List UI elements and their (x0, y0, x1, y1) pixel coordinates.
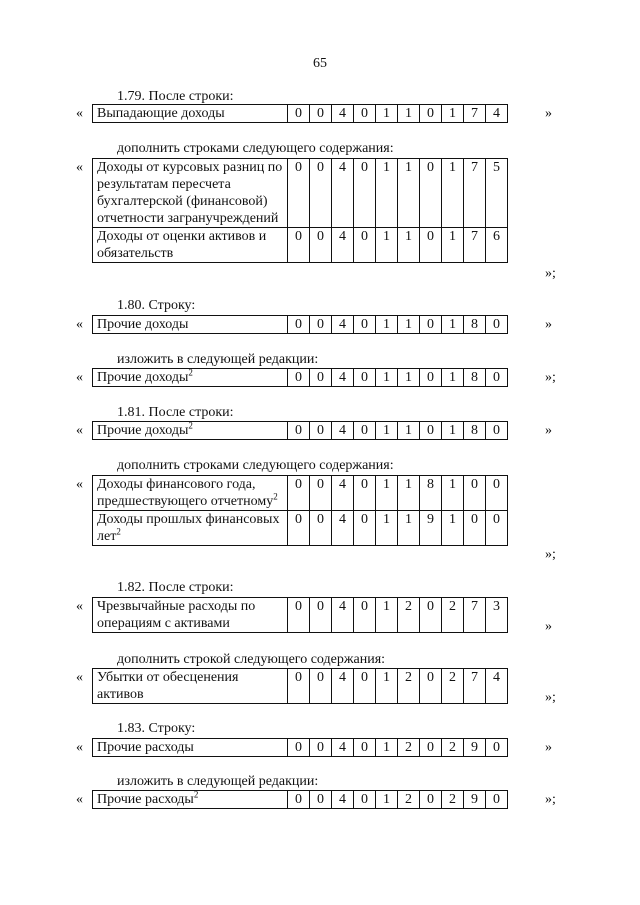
code-table (92, 421, 508, 440)
code-digit: 7 (464, 228, 486, 263)
code-digit: 0 (310, 369, 332, 387)
code-digit: 3 (486, 598, 508, 633)
code-digit: 2 (442, 598, 464, 633)
code-digit: 1 (376, 228, 398, 263)
code-digit: 0 (288, 369, 310, 387)
code-digit: 1 (442, 316, 464, 334)
code-digit: 2 (442, 739, 464, 757)
footnote-marker: 2 (273, 491, 278, 502)
table-row (93, 316, 508, 334)
code-digit: 0 (354, 511, 376, 546)
code-digit: 0 (486, 791, 508, 809)
row-label-text: Прочие расходы (97, 792, 194, 807)
close-quote: » (545, 423, 552, 438)
code-digit: 2 (398, 669, 420, 704)
code-digit: 2 (398, 739, 420, 757)
code-table (92, 668, 508, 704)
code-digit: 5 (486, 159, 508, 228)
row-label-text: Прочие расходы (97, 740, 194, 755)
close-quote: » (545, 317, 552, 332)
close-quote: »; (545, 266, 556, 281)
code-digit: 4 (332, 598, 354, 633)
code-digit: 2 (398, 598, 420, 633)
code-digit: 0 (354, 476, 376, 511)
code-digit: 1 (376, 669, 398, 704)
code-digit: 1 (376, 791, 398, 809)
code-digit: 0 (310, 316, 332, 334)
code-digit: 1 (442, 422, 464, 440)
row-label (93, 105, 288, 123)
close-quote: »; (545, 690, 556, 705)
close-quote: »; (545, 370, 556, 385)
code-table (92, 158, 508, 263)
code-digit: 0 (420, 598, 442, 633)
code-table (92, 597, 508, 633)
code-digit: 4 (332, 511, 354, 546)
open-quote: « (76, 317, 83, 332)
code-digit: 4 (332, 422, 354, 440)
code-digit: 4 (332, 791, 354, 809)
instruction-text: изложить в следующей редакции: (117, 352, 319, 367)
row-label-text: Прочие доходы (97, 423, 189, 438)
code-digit: 1 (442, 511, 464, 546)
code-digit: 0 (420, 422, 442, 440)
code-digit: 4 (486, 105, 508, 123)
open-quote: « (76, 370, 83, 385)
close-quote: »; (545, 547, 556, 562)
code-digit: 0 (310, 791, 332, 809)
code-digit: 0 (310, 476, 332, 511)
code-digit: 1 (376, 511, 398, 546)
table-row (93, 476, 508, 511)
code-digit: 0 (354, 228, 376, 263)
row-label (93, 422, 288, 440)
code-table (92, 738, 508, 757)
code-digit: 7 (464, 159, 486, 228)
code-digit: 0 (354, 791, 376, 809)
code-digit: 4 (332, 316, 354, 334)
code-digit: 0 (310, 669, 332, 704)
code-digit: 9 (464, 739, 486, 757)
code-digit: 2 (442, 669, 464, 704)
code-digit: 2 (398, 791, 420, 809)
code-digit: 0 (420, 316, 442, 334)
code-digit: 8 (464, 422, 486, 440)
row-label (93, 598, 288, 633)
row-label-text: Убытки от обесценения активов (97, 670, 239, 702)
code-table (92, 104, 508, 123)
code-digit: 0 (310, 422, 332, 440)
code-digit: 7 (464, 669, 486, 704)
code-digit: 0 (288, 669, 310, 704)
code-digit: 0 (288, 105, 310, 123)
code-digit: 0 (486, 739, 508, 757)
code-digit: 0 (310, 739, 332, 757)
section-heading: 1.82. После строки: (117, 580, 234, 595)
code-digit: 0 (354, 369, 376, 387)
code-digit: 0 (288, 511, 310, 546)
open-quote: « (76, 106, 83, 121)
code-table (92, 368, 508, 387)
row-label-text: Доходы прошлых финансовых лет (97, 512, 280, 544)
code-digit: 1 (398, 511, 420, 546)
section-heading: 1.79. После строки: (117, 89, 234, 104)
code-digit: 0 (354, 159, 376, 228)
code-digit: 1 (376, 369, 398, 387)
code-digit: 0 (420, 369, 442, 387)
open-quote: « (76, 160, 83, 175)
table-row (93, 791, 508, 809)
table-row (93, 422, 508, 440)
code-table (92, 475, 508, 546)
code-digit: 0 (354, 669, 376, 704)
row-label (93, 316, 288, 334)
code-digit: 0 (486, 476, 508, 511)
table-row (93, 598, 508, 633)
code-digit: 1 (442, 369, 464, 387)
row-label (93, 228, 288, 263)
code-digit: 0 (288, 228, 310, 263)
open-quote: « (76, 599, 83, 614)
row-label-text: Прочие доходы (97, 317, 189, 332)
code-digit: 1 (398, 159, 420, 228)
code-digit: 1 (442, 228, 464, 263)
code-digit: 0 (288, 476, 310, 511)
code-digit: 0 (288, 598, 310, 633)
table-row (93, 669, 508, 704)
row-label (93, 159, 288, 228)
footnote-marker: 2 (193, 789, 199, 800)
row-label (93, 669, 288, 704)
open-quote: « (76, 792, 83, 807)
open-quote: « (76, 670, 83, 685)
table-row (93, 159, 508, 228)
row-label (93, 739, 288, 757)
table-row (93, 369, 508, 387)
code-digit: 4 (486, 669, 508, 704)
code-digit: 9 (420, 511, 442, 546)
open-quote: « (76, 477, 83, 492)
code-digit: 0 (310, 159, 332, 228)
section-heading: 1.81. После строки: (117, 405, 234, 420)
code-digit: 0 (288, 739, 310, 757)
code-digit: 0 (420, 105, 442, 123)
code-digit: 0 (420, 669, 442, 704)
code-digit: 0 (420, 791, 442, 809)
row-label-text: Чрезвычайные расходы по операциям с активами (97, 599, 256, 631)
code-digit: 0 (486, 422, 508, 440)
code-digit: 1 (376, 316, 398, 334)
row-label-text: Доходы от курсовых разниц по результатам пересчета бухгалтерской (финансовой) отчетности загранучреждений (97, 160, 283, 226)
code-digit: 0 (310, 228, 332, 263)
code-digit: 0 (354, 598, 376, 633)
code-digit: 0 (288, 159, 310, 228)
row-label-text: Доходы от оценки активов и обязательств (97, 229, 267, 261)
code-digit: 7 (464, 598, 486, 633)
code-digit: 1 (376, 598, 398, 633)
code-digit: 6 (486, 228, 508, 263)
code-table (92, 790, 508, 809)
code-digit: 0 (288, 422, 310, 440)
code-digit: 1 (376, 422, 398, 440)
close-quote: » (545, 619, 552, 634)
instruction-text: изложить в следующей редакции: (117, 774, 319, 789)
code-digit: 0 (420, 739, 442, 757)
table-row (93, 105, 508, 123)
section-heading: 1.83. Строку: (117, 721, 196, 736)
row-label (93, 476, 288, 511)
code-table (92, 315, 508, 334)
code-digit: 0 (288, 791, 310, 809)
footnote-marker: 2 (188, 420, 193, 431)
code-digit: 4 (332, 228, 354, 263)
open-quote: « (76, 423, 83, 438)
row-label (93, 791, 288, 809)
code-digit: 0 (354, 739, 376, 757)
instruction-text: дополнить строками следующего содержания: (117, 141, 394, 156)
code-digit: 0 (354, 422, 376, 440)
code-digit: 4 (332, 105, 354, 123)
table-row (93, 511, 508, 546)
row-label-text: Доходы финансового года, предшествующего отчетному (97, 477, 274, 509)
code-digit: 9 (464, 791, 486, 809)
row-label (93, 511, 288, 546)
code-digit: 0 (486, 316, 508, 334)
code-digit: 0 (310, 511, 332, 546)
code-digit: 2 (442, 791, 464, 809)
open-quote: « (76, 740, 83, 755)
footnote-marker: 2 (188, 367, 193, 378)
instruction-text: дополнить строкой следующего содержания: (117, 652, 386, 667)
code-digit: 0 (486, 369, 508, 387)
code-digit: 1 (398, 369, 420, 387)
close-quote: » (545, 106, 552, 121)
code-digit: 4 (332, 369, 354, 387)
code-digit: 0 (486, 511, 508, 546)
close-quote: » (545, 740, 552, 755)
section-heading: 1.80. Строку: (117, 298, 196, 313)
code-digit: 4 (332, 669, 354, 704)
code-digit: 0 (288, 316, 310, 334)
code-digit: 1 (398, 228, 420, 263)
code-digit: 4 (332, 476, 354, 511)
code-digit: 8 (464, 316, 486, 334)
footnote-marker: 2 (116, 526, 121, 537)
code-digit: 1 (376, 476, 398, 511)
code-digit: 1 (398, 316, 420, 334)
instruction-text: дополнить строками следующего содержания: (117, 458, 394, 473)
code-digit: 8 (464, 369, 486, 387)
code-digit: 0 (310, 598, 332, 633)
code-digit: 1 (442, 476, 464, 511)
code-digit: 1 (398, 105, 420, 123)
code-digit: 0 (420, 228, 442, 263)
table-row (93, 228, 508, 263)
code-digit: 1 (376, 105, 398, 123)
code-digit: 1 (398, 422, 420, 440)
page-number: 65 (313, 56, 327, 71)
code-digit: 0 (354, 105, 376, 123)
row-label (93, 369, 288, 387)
code-digit: 1 (376, 739, 398, 757)
code-digit: 0 (354, 316, 376, 334)
row-label-text: Прочие доходы (97, 370, 189, 385)
code-digit: 0 (464, 476, 486, 511)
code-digit: 4 (332, 159, 354, 228)
code-digit: 0 (420, 159, 442, 228)
code-digit: 1 (442, 105, 464, 123)
code-digit: 0 (310, 105, 332, 123)
close-quote: »; (545, 792, 556, 807)
code-digit: 0 (464, 511, 486, 546)
code-digit: 4 (332, 739, 354, 757)
code-digit: 7 (464, 105, 486, 123)
row-label-text: Выпадающие доходы (97, 106, 225, 121)
code-digit: 8 (420, 476, 442, 511)
code-digit: 1 (376, 159, 398, 228)
table-row (93, 739, 508, 757)
code-digit: 1 (398, 476, 420, 511)
code-digit: 1 (442, 159, 464, 228)
